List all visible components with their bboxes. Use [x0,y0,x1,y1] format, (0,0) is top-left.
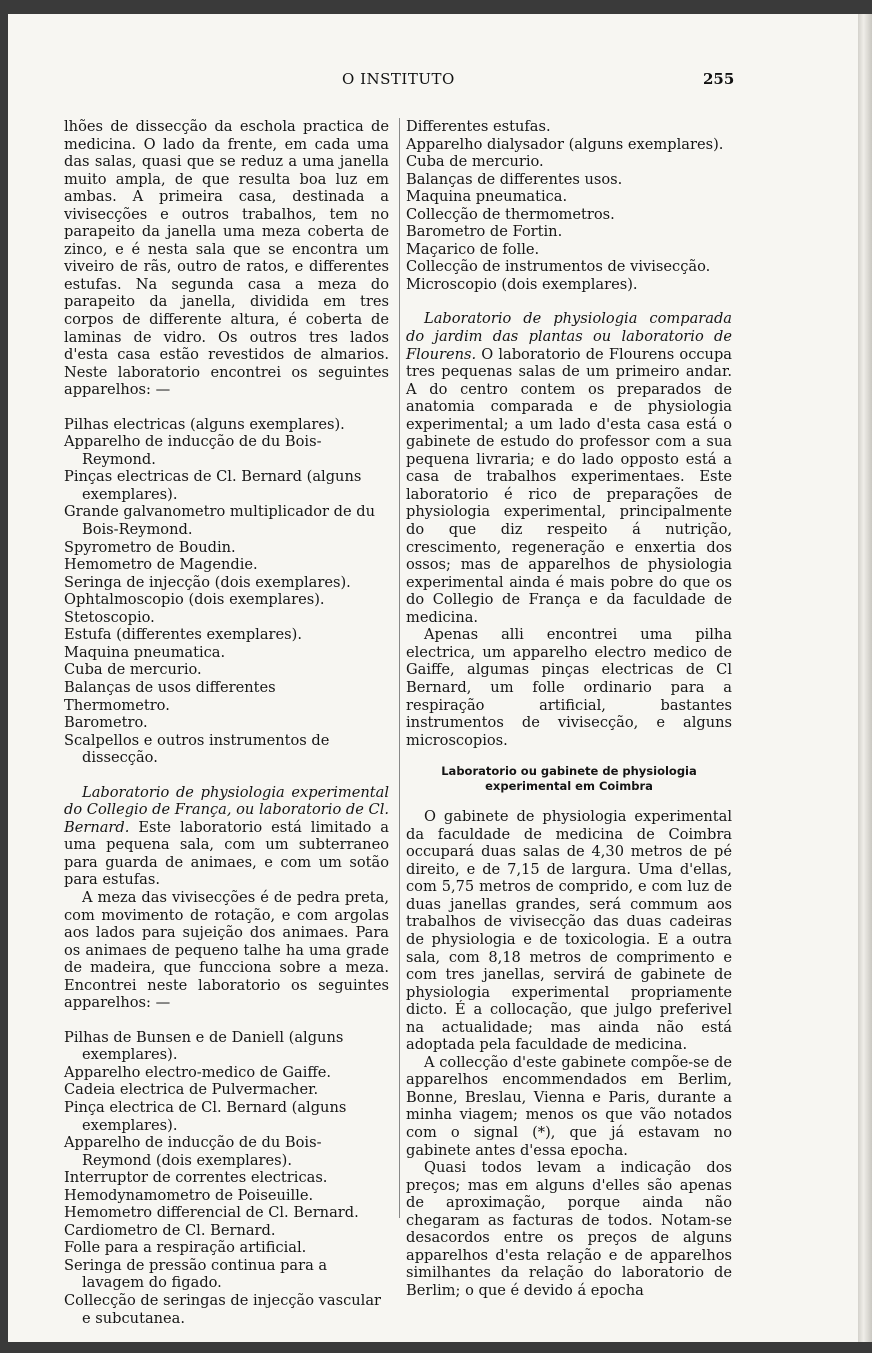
list-item: Seringa de pressão continua para a lavagem do figado. [64,1256,328,1292]
italic-lead: Laboratorio de physiologia experimental do Collegio de França, ou laboratorio de Cl. Bernard. [64,783,389,836]
list-item: Barometro. [64,714,148,732]
list-item: Collecção de thermometros. [406,205,615,223]
list-item: Maçarico de folle. [406,240,540,258]
list-item: Stetoscopio. [64,608,155,626]
section-heading: Laboratorio ou gabinete de physiologia experimental em Coimbra [441,764,697,794]
list-item: Pinças electricas de Cl. Bernard (alguns exemplares). [64,468,362,503]
list-item: Balanças de differentes usos. [406,170,623,188]
list-item: Maquina pneumatica. [64,643,226,661]
list-item: Estufa (differentes exemplares). [64,626,302,644]
list-item: Pinça electrica de Cl. Bernard (alguns exemplares). [64,1098,347,1134]
list-item: Pilhas electricas (alguns exemplares). [64,415,345,433]
paragraph: Quasi todos levam a indicação dos preços; mas em alguns d'elles são apenas de aproximação, porque ainda não chegaram as facturas de todos. Notam-se desacordos entre os preços de alguns apparelhos d'esta relação e de apparelhos similhantes da relação do laboratorio de Berlim; o que é devido á epocha [406,1159,732,1299]
list-item: Cuba de mercurio. [406,153,544,171]
apparatus-list-college-de-france [64,1029,389,1327]
list-item: Cadeia electrica de Pulvermacher. [64,1081,319,1099]
list-item: Apparelho de inducção de du Bois-Reymond (dois exemplares). [64,1134,322,1169]
list-item: Hemodynamometro de Poiseuille. [64,1186,314,1204]
paragraph: O gabinete de physiologia experimental da faculdade de medicina de Coimbra occupará duas salas de 4,30 metros de pé direito, e de 7,15 de largura. Uma d'ellas, com 5,75 metros de comprido, e com luz de duas janellas grandes, será commum aos trabalhos de vivisecção das duas cadeiras de physiologia e de toxicologia. E a outra sala, com 8,18 metros de comprimento e com tres janellas, servirá de gabinete de physiologia experimental propriamente dicto. É a collocação, que julgo preferivel na actualidade; mas ainda não está adoptada pela faculdade de medicina. [406,808,732,1054]
apparatus-list-sorbonne [64,416,389,767]
paragraph [406,310,732,626]
right-column [406,118,732,1299]
list-item: Pilhas de Bunsen e de Daniell (alguns exemplares). [64,1028,344,1064]
list-item: Ophtalmoscopio (dois exemplares). [64,591,325,609]
list-item: Balanças de usos differentes [64,678,276,696]
list-item: Hemometro de Magendie. [64,556,258,574]
running-title: O INSTITUTO [342,70,455,88]
list-item: Microscopio (dois exemplares). [406,275,638,293]
left-column [64,118,389,1327]
paragraph [64,784,389,889]
list-item: Scalpellos e outros instrumentos de dissecção. [64,731,330,767]
italic-lead: Laboratorio de physiologia comparada do jardim das plantas ou laboratorio de Flourens. [406,310,732,363]
paragraph: A collecção d'este gabinete compõe-se de apparelhos encommendados em Berlim, Bonne, Breslau, Vienna e Paris, durante a minha viagem; menos os que vão notados com o signal (*), que já estavam no gabinete antes d'essa epocha. [406,1053,732,1159]
apparatus-list-continued [406,118,732,293]
list-item: Maquina pneumatica. [406,188,568,206]
list-item: Apparelho de inducção de du Bois-Reymond. [64,433,322,468]
list-item: Collecção de seringas de injecção vascular e subcutanea. [64,1292,382,1327]
paragraph: Apenas alli encontrei uma pilha electrica, um apparelho electro medico de Gaiffe, algumas pinças electricas de Cl Bernard, um folle ordinario para a respiração artificial, bastantes instrumentos de vivisecção, e alguns microscopios. [406,626,732,749]
paragraph: lhões de dissecção da eschola practica de medicina. O lado da frente, em cada uma das salas, quasi que se reduz a uma janella muito ampla, de que resulta boa luz em ambas. A primeira casa, destinada a vivisecções e outros trabalhos, tem no parapeito da janella uma meza coberta de zinco, e é nesta sala que se encontra um viveiro de rãs, outro de ratos, e differentes estufas. Na segunda casa a meza do parapeito da janella, dividida em tres corpos de differente altura, é coberta de laminas de vidro. Os outros tres lados d'esta casa estão revestidos de almarios. Neste laboratorio encontrei os seguintes apparelhos: — [64,118,389,399]
list-item: Cuba de mercurio. [64,661,202,679]
page-number: 255 [703,70,735,88]
list-item: Differentes estufas. [406,118,551,135]
column-divider [399,118,400,1218]
list-item: Apparelho dialysador (alguns exemplares). [406,135,724,153]
list-item: Hemometro differencial de Cl. Bernard. [64,1204,359,1222]
list-item: Seringa de injecção (dois exemplares). [64,573,351,591]
list-item: Barometro de Fortin. [406,223,563,241]
list-item: Spyrometro de Boudin. [64,538,236,556]
list-item: Collecção de instrumentos de vivisecção. [406,258,711,276]
list-item: Cardiometro de Cl. Bernard. [64,1221,276,1239]
list-item: Thermometro. [64,696,170,714]
book-page [8,14,858,1342]
paragraph-text: Este laboratorio está limitado a uma pequena sala, com um subterraneo para guarda de animaes, e com um sotão para estufas. [64,818,389,889]
page-header [8,70,858,94]
paragraph: A meza das vivisecções é de pedra preta, com movimento de rotação, e com argolas aos lados para sujeição dos animaes. Para os animaes de pequeno talhe ha uma grade de madeira, que funcciona sobre a meza. Encontrei neste laboratorio os seguintes apparelhos: — [64,888,389,1012]
page-edge [858,14,872,1342]
list-item: Interruptor de correntes electricas. [64,1169,328,1187]
paragraph-text: O laboratorio de Flourens occupa tres pequenas salas de um primeiro andar. A do centro contem os preparados de anatomia comparada e de physiologia experimental; a um lado d'esta casa está o gabinete de estudo do professor com a sua pequena livraria; e do lado opposto está a casa de trabalhos experimentaes. Este laboratorio é rico de preparações de physiologia experimental, principalmente do que diz respeito á nutrição, crescimento, regeneração e enxertia dos ossos; mas de apparelhos de physiologia experimental ainda é mais pobre do que os do Collegio de França e da faculdade de medicina. [406,345,732,626]
list-item: Grande galvanometro multiplicador de du Bois-Reymond. [64,503,376,539]
list-item: Folle para a respiração artificial. [64,1239,307,1257]
list-item: Apparelho electro-medico de Gaiffe. [64,1063,332,1081]
